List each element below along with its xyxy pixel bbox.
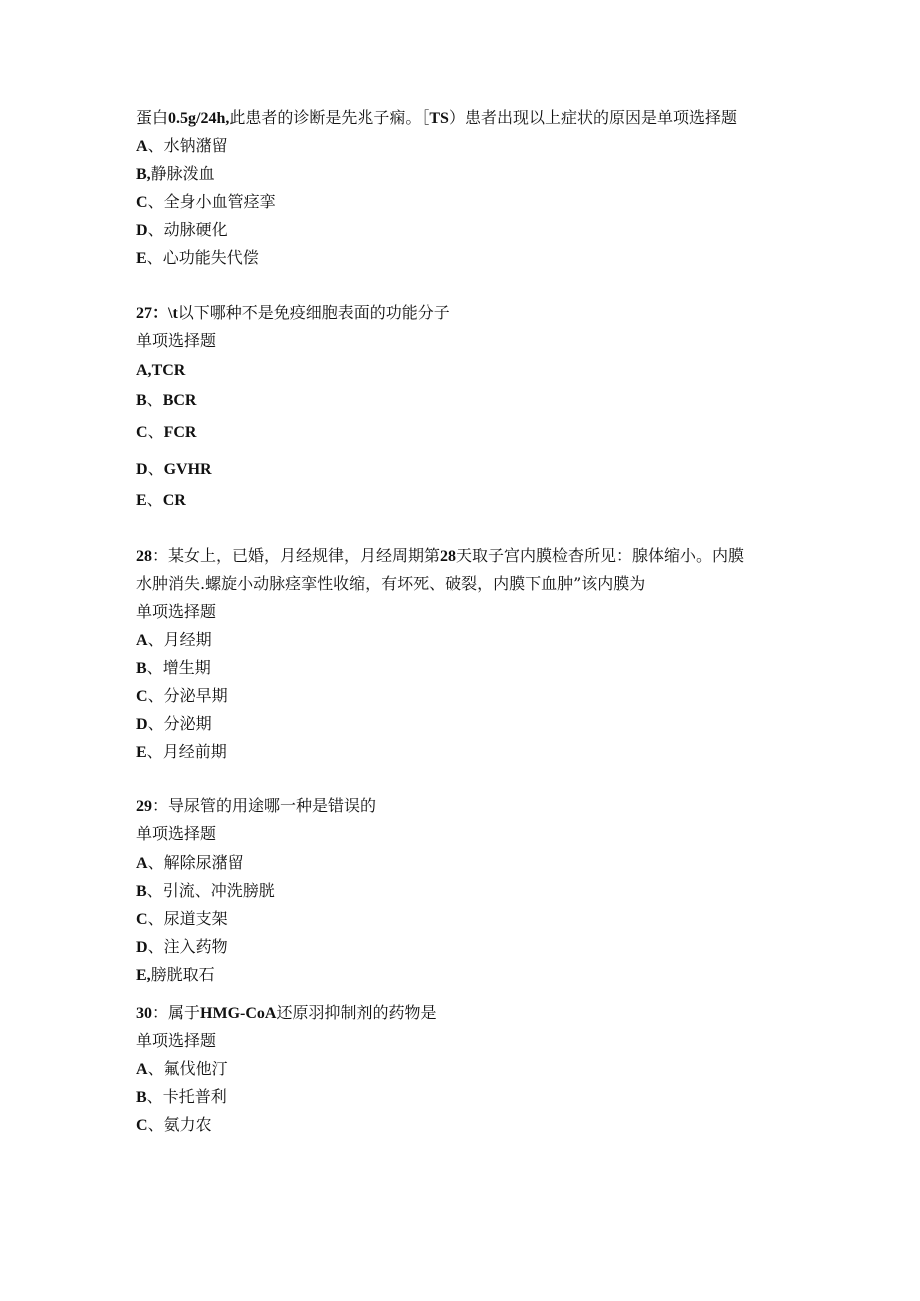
q27-stem-text: 以下哪种不是免疫细胞表面的功能分子 (177, 303, 450, 322)
option-sep: 、 (147, 686, 164, 705)
option-text: 引流、冲洗膀胱 (162, 881, 275, 900)
option-sep: 、 (146, 742, 163, 761)
q29-stem-text: ：导尿管的用途哪一种是错误的 (152, 796, 377, 815)
q27-number: 27：\t (136, 305, 178, 322)
option-text: 氨力农 (163, 1115, 212, 1134)
q29-option-d (136, 937, 228, 958)
option-sep: 、 (147, 853, 164, 872)
q26-option-d (136, 220, 228, 241)
option-text: FCR (163, 424, 197, 441)
option-key: D (136, 461, 148, 478)
option-text: 解除尿潴留 (163, 853, 244, 872)
option-key: A (136, 632, 148, 649)
q30-stem-bold: HMG-CoA (200, 1005, 277, 1022)
q30-number: 30 (136, 1005, 152, 1022)
option-sep: 、 (147, 714, 164, 733)
q30-option-c (136, 1115, 212, 1136)
q27-option-b (136, 390, 196, 411)
q26-stem-text-3: ）患者出现以上症状的原因是单项选择题 (448, 108, 737, 127)
q26-stem-text-2: 此患者的诊断是先兆子痫。［ (229, 108, 430, 127)
option-sep: 、 (146, 1087, 163, 1106)
q29-number: 29 (136, 798, 152, 815)
q30-stem-text-2: 还原羽抑制剂的药物是 (276, 1003, 437, 1022)
option-text: 静脉泼血 (150, 164, 215, 183)
option-text: 动脉硬化 (163, 220, 228, 239)
option-text: 膀胱取石 (150, 965, 215, 984)
option-text: 氟伐他汀 (163, 1059, 228, 1078)
option-sep: 、 (146, 658, 163, 677)
option-key: A (136, 1061, 148, 1078)
option-sep: 、 (146, 390, 163, 409)
option-key: C (136, 424, 148, 441)
q28-type: 单项选择题 (136, 602, 217, 621)
option-key: C (136, 194, 148, 211)
option-sep: 、 (147, 630, 164, 649)
option-text: BCR (162, 392, 197, 409)
option-sep: 、 (146, 490, 163, 509)
option-text: 水钠潴留 (163, 136, 228, 155)
q28-stem-bold: 28 (440, 548, 457, 565)
q26-stem (136, 108, 737, 129)
q29-stem (136, 796, 376, 817)
option-text: 分泌早期 (163, 686, 228, 705)
q28-stem-line-1 (136, 546, 744, 567)
option-sep: 、 (147, 459, 164, 478)
q30-stem-text-1: ：属于 (152, 1003, 201, 1022)
q27-type: 单项选择题 (136, 331, 217, 350)
option-key: A, (136, 362, 152, 379)
option-key: B (136, 1089, 147, 1106)
option-sep: 、 (146, 881, 163, 900)
option-sep: 、 (147, 937, 164, 956)
q27-option-e (136, 490, 186, 511)
option-text: CR (162, 492, 186, 509)
option-sep: 、 (147, 1115, 164, 1134)
option-text: GVHR (163, 461, 212, 478)
option-sep: 、 (147, 1059, 164, 1078)
option-text: 月经前期 (162, 742, 227, 761)
option-text: 心功能失代偿 (162, 248, 259, 267)
q30-stem (136, 1003, 436, 1024)
q29-option-a (136, 853, 244, 874)
q26-stem-bold-1: 0.5g/24h, (168, 110, 230, 127)
option-key: D (136, 939, 148, 956)
q28-stem-line-2: 水肿消失.螺旋小动脉痉挛性收缩，有坏死、破裂，内膜下血肿”该内膜为 (136, 574, 646, 593)
option-key: B (136, 392, 147, 409)
q27-stem (136, 303, 450, 324)
option-key: E (136, 744, 147, 761)
q26-option-a (136, 136, 228, 157)
option-key: A (136, 855, 148, 872)
option-text: 增生期 (162, 658, 211, 677)
q26-option-e (136, 248, 259, 269)
q28-stem-text-2: 天取子宫内膜检杳所见：腺体缩小。内膜 (456, 546, 745, 565)
option-sep: 、 (147, 136, 164, 155)
option-key: C (136, 911, 148, 928)
option-key: C (136, 1117, 148, 1134)
option-key: E (136, 250, 147, 267)
q28-option-d (136, 714, 212, 735)
q26-stem-text-1: 蛋白 (136, 108, 169, 127)
q27-option-a (136, 361, 185, 381)
q28-option-e (136, 742, 227, 763)
option-sep: 、 (147, 422, 164, 441)
option-text: 月经期 (163, 630, 212, 649)
q28-option-b (136, 658, 211, 679)
option-key: D (136, 222, 148, 239)
option-sep: 、 (147, 220, 164, 239)
q28-stem-text-1: ：某女上，已婚，月经规律，月经周期第 (152, 546, 441, 565)
q26-option-b (136, 164, 215, 185)
option-key: C (136, 688, 148, 705)
q29-type: 单项选择题 (136, 824, 217, 843)
q27-option-d (136, 459, 212, 480)
q30-type: 单项选择题 (136, 1031, 217, 1050)
option-key: D (136, 716, 148, 733)
q28-number: 28 (136, 548, 152, 565)
option-key: E, (136, 967, 151, 984)
option-text: 注入药物 (163, 937, 228, 956)
option-key: B, (136, 166, 151, 183)
option-key: B (136, 660, 147, 677)
q28-option-a (136, 630, 212, 651)
q26-option-c (136, 192, 276, 213)
option-key: E (136, 492, 147, 509)
option-text: 全身小血管痉挛 (163, 192, 276, 211)
q27-option-c (136, 422, 196, 443)
q30-option-b (136, 1087, 227, 1108)
option-key: B (136, 883, 147, 900)
option-text: TCR (151, 362, 186, 379)
option-sep: 、 (147, 909, 164, 928)
option-sep: 、 (146, 248, 163, 267)
option-key: A (136, 138, 148, 155)
option-sep: 、 (147, 192, 164, 211)
q29-option-e (136, 965, 215, 986)
option-text: 分泌期 (163, 714, 212, 733)
option-text: 尿道支架 (163, 909, 228, 928)
q26-stem-bold-2: TS (429, 110, 449, 127)
q30-option-a (136, 1059, 228, 1080)
q29-option-b (136, 881, 275, 902)
option-text: 卡托普利 (162, 1087, 227, 1106)
q28-option-c (136, 686, 228, 707)
q29-option-c (136, 909, 228, 930)
